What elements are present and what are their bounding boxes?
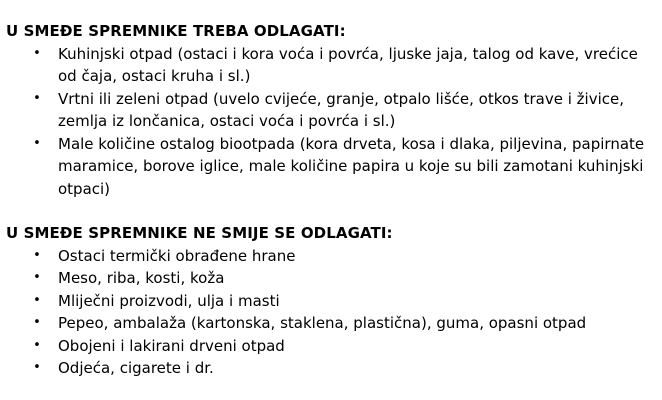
list-item [6,312,656,335]
section-forbidden [6,222,656,380]
bullet-icon: • [33,45,41,61]
bullet-icon: • [33,360,41,375]
list-item-text: Kuhinjski otpad (ostaci i kora voća i povrća, ljuske jaja, talog od kave, vrećice od čaja, ostaci kruha i sl.) [58,44,638,85]
list-item-text: Ostaci termički obrađene hrane [58,246,296,265]
bullet-icon: • [33,337,41,353]
section-allowed [6,20,656,200]
list-item [6,357,656,380]
bullet-icon: • [33,270,41,285]
section-spacer [6,200,656,222]
list-item [6,267,656,290]
list-item-text: Mliječni proizvodi, ulja i masti [58,291,280,310]
list-item [6,245,656,268]
section-heading-allowed: U SMEĐE SPREMNIKE TREBA ODLAGATI: [6,22,346,40]
list-item [6,335,656,358]
list-item [6,88,656,133]
list-item [6,133,656,201]
list-item [6,290,656,313]
list-item [6,43,656,88]
list-item-text: Vrtni ili zeleni otpad (uvelo cvijeće, granje, otpalo lišće, otkos trave i živice, zemlja iz lončanica, ostaci voća i povrća i sl.) [58,89,625,130]
allowed-list [6,43,656,201]
bullet-icon: • [33,315,41,330]
section-heading-forbidden: U SMEĐE SPREMNIKE NE SMIJE SE ODLAGATI: [6,224,393,242]
bullet-icon: • [33,247,41,263]
forbidden-list [6,245,656,380]
list-item-text: Meso, riba, kosti, koža [58,269,225,287]
bullet-icon: • [33,292,41,308]
list-item-text: Odjeća, cigarete i dr. [58,359,214,377]
bullet-icon: • [33,90,41,106]
list-item-text: Male količine ostalog biootpada (kora drveta, kosa i dlaka, piljevina, papirnate maramice, borove iglice, male količine papira u koje su bili zamotani kuhinjski otpaci) [58,134,645,198]
bullet-icon: • [33,135,41,151]
list-item-text: Pepeo, ambalaža (kartonska, staklena, plastična), guma, opasni otpad [58,314,587,332]
list-item-text: Obojeni i lakirani drveni otpad [58,336,285,355]
